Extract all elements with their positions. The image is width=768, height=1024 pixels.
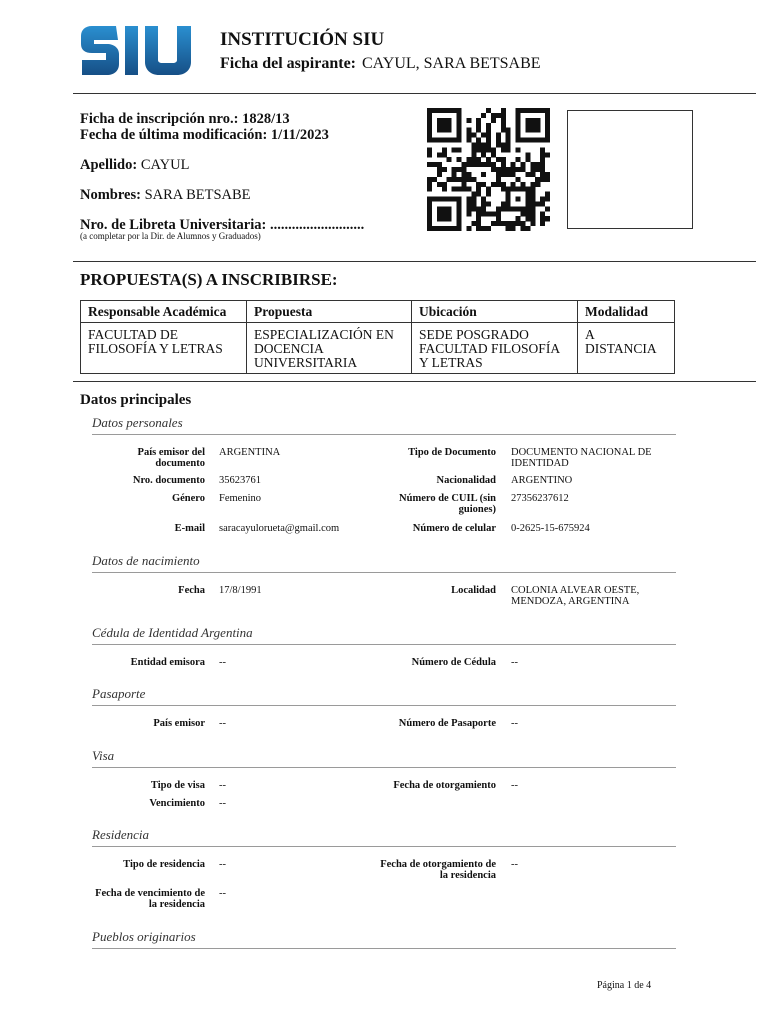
header-ubicacion: Ubicación <box>412 301 578 323</box>
entidad-emisora-value: -- <box>219 657 226 668</box>
qr-code-icon <box>424 108 553 231</box>
otorgamiento-visa-label: Fecha de otorgamiento <box>393 780 496 791</box>
numero-cedula-value: -- <box>511 657 518 668</box>
nacionalidad-value: ARGENTINO <box>511 475 573 486</box>
email-value: saracayulorueta@gmail.com <box>219 523 340 534</box>
pais-pasaporte-value: -- <box>219 718 226 729</box>
pais-pasaporte-label: País emisor <box>153 718 205 729</box>
otorgamiento-residencia-label: Fecha de otorgamiento de la residencia <box>380 859 496 881</box>
libreta-value: .......................... <box>269 217 365 233</box>
header-divider <box>73 93 756 94</box>
cell-responsable: FACULTAD DE FILOSOFÍA Y LETRAS <box>81 323 247 374</box>
otorgamiento-visa-value: -- <box>511 780 518 791</box>
tipo-visa-value: -- <box>219 780 226 791</box>
pais-emisor-label: País emisor del documento <box>137 447 205 469</box>
visa-title: Visa <box>92 748 115 763</box>
cedula-title: Cédula de Identidad Argentina <box>92 625 253 640</box>
cell-ubicacion: SEDE POSGRADO FACULTAD FILOSOFÍA Y LETRAS <box>412 323 578 374</box>
residencia-title: Residencia <box>92 827 150 842</box>
celular-label: Número de celular <box>412 523 496 534</box>
pueblos-title: Pueblos originarios <box>92 929 196 944</box>
photo-box <box>567 110 693 229</box>
nombres-value: SARA BETSABE <box>144 187 251 203</box>
vencimiento-visa-label: Vencimiento <box>149 798 205 809</box>
nombres-line <box>80 187 251 204</box>
datos-principales-title: Datos principales <box>80 392 192 408</box>
cell-modalidad: A DISTANCIA <box>578 323 675 374</box>
propuestas-title: PROPUESTA(S) A INSCRIBIRSE: <box>80 270 338 289</box>
header-modalidad: Modalidad <box>578 301 675 323</box>
localidad-value: COLONIA ALVEAR OESTE, MENDOZA, ARGENTINA <box>511 585 640 607</box>
tipo-doc-value: DOCUMENTO NACIONAL DE IDENTIDAD <box>511 447 652 469</box>
cell-propuesta: ESPECIALIZACIÓN EN DOCENCIA UNIVERSITARIA <box>247 323 412 374</box>
tipo-residencia-label: Tipo de residencia <box>123 859 205 870</box>
nacionalidad-label: Nacionalidad <box>436 475 496 486</box>
modificacion-value: 1/11/2023 <box>270 127 329 143</box>
datos-nacimiento-title: Datos de nacimiento <box>92 553 200 568</box>
entidad-emisora-label: Entidad emisora <box>130 657 205 668</box>
aspirante-value: CAYUL, SARA BETSABE <box>362 55 541 72</box>
page-number: Página 1 de 4 <box>597 980 652 991</box>
fecha-nacimiento-label: Fecha <box>178 585 205 596</box>
modificacion-line <box>80 127 329 144</box>
cuil-value: 27356237612 <box>511 493 569 504</box>
modificacion-label: Fecha de última modificación: <box>80 127 271 143</box>
localidad-label: Localidad <box>451 585 496 596</box>
otorgamiento-residencia-value: -- <box>511 859 518 870</box>
cuil-label: Número de CUIL (sin guiones) <box>399 493 496 515</box>
institution-title: INSTITUCIÓN SIU <box>220 29 385 50</box>
genero-value: Femenino <box>219 493 261 504</box>
propuestas-header-row <box>81 301 675 323</box>
tipo-doc-label: Tipo de Documento <box>408 447 496 458</box>
nacimiento-divider <box>92 572 676 573</box>
numero-pasaporte-label: Número de Pasaporte <box>398 718 496 729</box>
aspirante-label: Ficha del aspirante: <box>220 55 356 72</box>
nro-doc-label: Nro. documento <box>132 475 205 486</box>
table-row <box>81 323 675 374</box>
propuestas-divider <box>73 381 756 382</box>
vencimiento-visa-value: -- <box>219 798 226 809</box>
numero-pasaporte-value: -- <box>511 718 518 729</box>
libreta-label: Nro. de Libreta Universitaria: <box>80 217 270 233</box>
libreta-note: (a completar por la Dir. de Alumnos y Graduados) <box>80 231 261 241</box>
fecha-nacimiento-value: 17/8/1991 <box>219 585 262 596</box>
residencia-divider <box>92 846 676 847</box>
vencimiento-residencia-label: Fecha de vencimiento de la residencia <box>95 888 205 910</box>
nombres-label: Nombres: <box>80 187 145 203</box>
inscripcion-value: 1828/13 <box>242 111 290 127</box>
pasaporte-title: Pasaporte <box>92 686 146 701</box>
cedula-divider <box>92 644 676 645</box>
pasaporte-divider <box>92 705 676 706</box>
siu-logo <box>80 24 193 78</box>
aspirante-line <box>220 55 541 73</box>
header-responsable: Responsable Académica <box>81 301 247 323</box>
numero-cedula-label: Número de Cédula <box>411 657 496 668</box>
propuestas-table <box>80 300 675 374</box>
inscripcion-label: Ficha de inscripción nro.: <box>80 111 243 127</box>
nro-doc-value: 35623761 <box>219 475 261 486</box>
email-label: E-mail <box>174 523 205 534</box>
genero-label: Género <box>171 493 205 504</box>
inscripcion-line <box>80 111 290 128</box>
tipo-residencia-value: -- <box>219 859 226 870</box>
apellido-value: CAYUL <box>140 157 190 173</box>
apellido-line <box>80 157 189 174</box>
vencimiento-residencia-value: -- <box>219 888 226 899</box>
celular-value: 0-2625-15-675924 <box>511 523 590 534</box>
datos-personales-title: Datos personales <box>92 415 183 430</box>
tipo-visa-label: Tipo de visa <box>150 780 205 791</box>
pais-emisor-value: ARGENTINA <box>219 447 281 458</box>
pueblos-divider <box>92 948 676 949</box>
visa-divider <box>92 767 676 768</box>
header-propuesta: Propuesta <box>247 301 412 323</box>
ficha-divider <box>73 261 756 262</box>
apellido-label: Apellido: <box>80 157 141 173</box>
personales-divider <box>92 434 676 435</box>
